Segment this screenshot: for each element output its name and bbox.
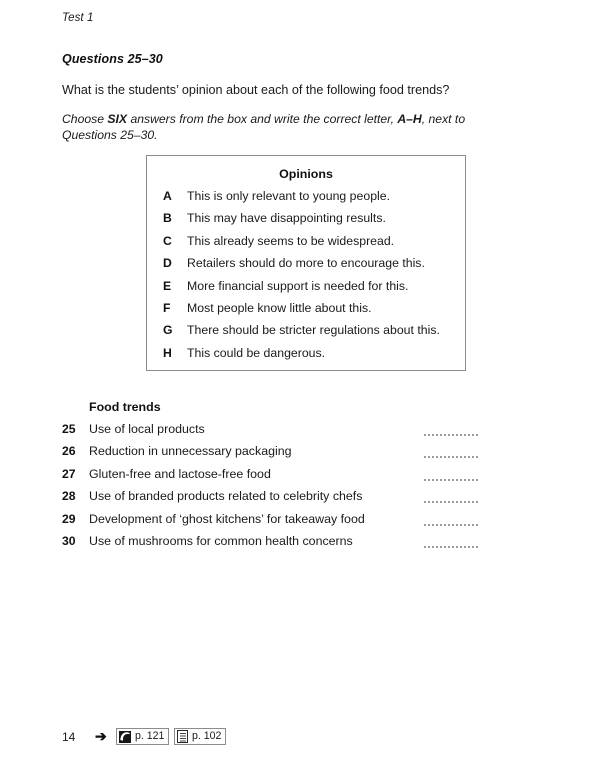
opinion-letter: G [163, 323, 173, 338]
opinion-item [147, 301, 465, 323]
answer-blank[interactable] [424, 454, 478, 458]
answer-blank[interactable] [424, 432, 478, 436]
food-trend-row [0, 512, 600, 534]
food-trends-list [0, 422, 600, 556]
question-number: 28 [62, 489, 76, 504]
question-prompt: What is the students’ opinion about each of the following food trends? [62, 83, 450, 97]
question-number: 27 [62, 466, 76, 481]
opinion-letter: H [163, 345, 172, 360]
page-footer [0, 726, 600, 750]
opinion-letter: F [163, 300, 171, 315]
instruction-bold-six: SIX [107, 112, 128, 126]
answer-key-reference[interactable] [116, 728, 169, 745]
instruction-text [62, 112, 480, 143]
opinion-text: More financial support is needed for this. [187, 278, 409, 293]
food-trend-row [0, 422, 600, 444]
question-number: 26 [62, 444, 76, 459]
opinion-text: Retailers should do more to encourage this. [187, 256, 425, 271]
opinion-letter: C [163, 233, 172, 248]
answer-blank[interactable] [424, 499, 478, 503]
food-trend-row [0, 467, 600, 489]
instruction-bold-letter-range: A–H [397, 112, 422, 126]
opinion-text: This may have disappointing results. [187, 211, 386, 226]
answer-blank[interactable] [424, 522, 478, 526]
opinion-item [147, 279, 465, 301]
opinion-letter: B [163, 211, 172, 226]
instruction-part-1: Choose [62, 112, 108, 126]
question-number: 25 [62, 422, 76, 436]
question-text: Reduction in unnecessary packaging [89, 444, 292, 459]
opinions-box [146, 155, 466, 371]
opinion-item [147, 256, 465, 278]
question-number: 30 [62, 533, 76, 548]
food-trend-row [0, 489, 600, 511]
opinion-item [147, 234, 465, 256]
opinion-item [147, 211, 465, 233]
opinion-item [147, 189, 465, 211]
opinion-text: This could be dangerous. [187, 345, 326, 360]
answer-blank[interactable] [424, 544, 478, 548]
opinion-item [147, 346, 465, 368]
opinion-text: This is only relevant to young people. [187, 189, 391, 203]
transcript-reference[interactable] [174, 728, 226, 745]
opinion-item [147, 323, 465, 345]
question-text: Use of local products [89, 422, 205, 436]
answer-key-page-label: p. 121 [135, 730, 165, 743]
transcript-document-icon [177, 730, 188, 743]
opinions-list [147, 189, 465, 368]
instruction-part-2: answers from the box and write the correct letter, [127, 112, 398, 126]
transcript-page-label: p. 102 [192, 730, 222, 743]
opinion-text: Most people know little about this. [187, 300, 372, 315]
answer-blank[interactable] [424, 477, 478, 481]
questions-range-heading: Questions 25–30 [62, 52, 163, 66]
food-trend-row [0, 444, 600, 466]
opinion-letter: D [163, 256, 172, 271]
food-trend-row [0, 534, 600, 556]
arrow-right-icon: ➔ [95, 728, 107, 744]
opinions-box-title: Opinions [279, 167, 333, 181]
opinion-letter: A [163, 189, 172, 203]
question-text: Use of mushrooms for common health concerns [89, 533, 353, 548]
question-text: Use of branded products related to celebrity chefs [89, 489, 363, 504]
opinion-text: This already seems to be widespread. [187, 233, 395, 248]
instruction-part-3: , next to Questions 25–30. [62, 112, 466, 142]
food-trends-heading: Food trends [89, 400, 161, 414]
question-text: Development of ‘ghost kitchens’ for takeaway food [89, 511, 365, 526]
question-text: Gluten-free and lactose-free food [89, 466, 271, 481]
question-number: 29 [62, 511, 76, 526]
opinion-text: There should be stricter regulations about this. [187, 323, 440, 338]
page-number: 14 [62, 730, 76, 744]
answer-key-icon [119, 731, 131, 743]
running-head: Test 1 [62, 12, 94, 24]
opinion-letter: E [163, 278, 172, 293]
